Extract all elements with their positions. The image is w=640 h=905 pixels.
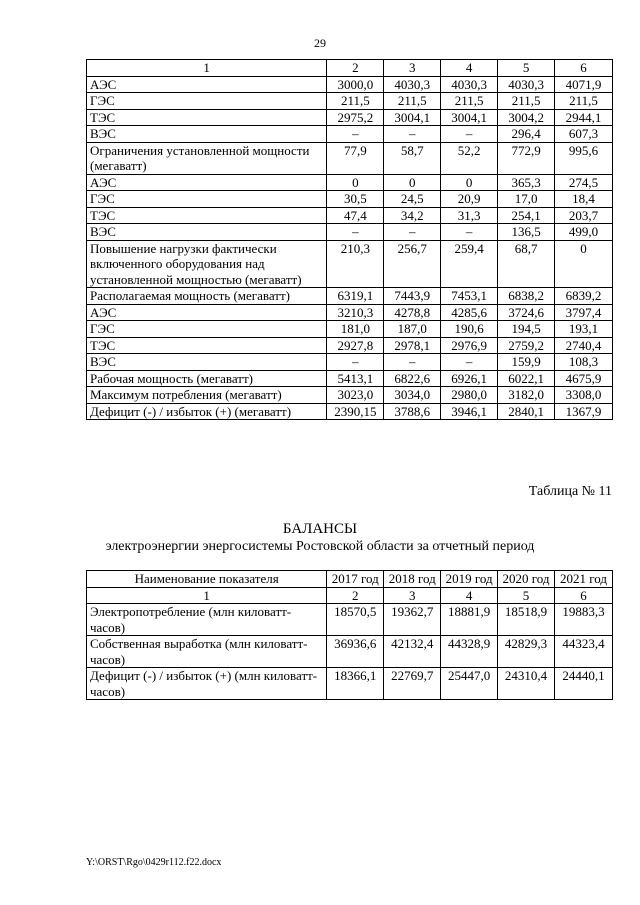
cell-value: 2975,2 xyxy=(327,109,384,126)
column-number-row xyxy=(87,587,613,604)
cell-value: 190,6 xyxy=(441,321,498,338)
cell-value: 2944,1 xyxy=(555,109,613,126)
cell-value: 2390,15 xyxy=(327,403,384,420)
cell-value: 3004,2 xyxy=(498,109,555,126)
table-row xyxy=(87,224,613,241)
row-label: ТЭС xyxy=(87,207,327,224)
cell-value: 1367,9 xyxy=(555,403,613,420)
table-row xyxy=(87,142,613,174)
cell-value: 3788,6 xyxy=(384,403,441,420)
cell-value: 36936,6 xyxy=(327,636,384,668)
column-header-name: Наименование показателя xyxy=(87,571,327,588)
cell-value: 7453,1 xyxy=(441,288,498,305)
power-balance-table xyxy=(86,59,613,420)
table-row xyxy=(87,321,613,338)
energy-balance-table xyxy=(86,570,613,700)
row-label: Располагаемая мощность (мегаватт) xyxy=(87,288,327,305)
cell-value: 3023,0 xyxy=(327,387,384,404)
row-label: ГЭС xyxy=(87,191,327,208)
cell-value: 19362,7 xyxy=(384,604,441,636)
column-number: 2 xyxy=(327,60,384,77)
column-number: 5 xyxy=(498,587,555,604)
cell-value: 4675,9 xyxy=(555,370,613,387)
cell-value: 18366,1 xyxy=(327,668,384,700)
cell-value: 3000,0 xyxy=(327,76,384,93)
table-row xyxy=(87,636,613,668)
cell-value: 3210,3 xyxy=(327,304,384,321)
cell-value: 108,3 xyxy=(555,354,613,371)
table-row xyxy=(87,370,613,387)
column-number: 4 xyxy=(441,60,498,77)
column-number: 1 xyxy=(87,587,327,604)
cell-value: 274,5 xyxy=(555,174,613,191)
column-number: 5 xyxy=(498,60,555,77)
column-number: 3 xyxy=(384,587,441,604)
column-header-year: 2021 год xyxy=(555,571,613,588)
cell-value: 6319,1 xyxy=(327,288,384,305)
cell-value: 499,0 xyxy=(555,224,613,241)
cell-value: 254,1 xyxy=(498,207,555,224)
cell-value: 18518,9 xyxy=(498,604,555,636)
table-row xyxy=(87,191,613,208)
column-header-year: 2020 год xyxy=(498,571,555,588)
cell-value: 3797,4 xyxy=(555,304,613,321)
table-row xyxy=(87,304,613,321)
table-header-row xyxy=(87,571,613,588)
table-row xyxy=(87,288,613,305)
table-row xyxy=(87,403,613,420)
cell-value: 193,1 xyxy=(555,321,613,338)
cell-value: 365,3 xyxy=(498,174,555,191)
table-caption: Таблица № 11 xyxy=(528,484,612,499)
cell-value: 4030,3 xyxy=(441,76,498,93)
cell-value: 24310,4 xyxy=(498,668,555,700)
cell-value: 77,9 xyxy=(327,142,384,174)
cell-value: 24,5 xyxy=(384,191,441,208)
cell-value: 203,7 xyxy=(555,207,613,224)
cell-value: 44323,4 xyxy=(555,636,613,668)
column-header-year: 2018 год xyxy=(384,571,441,588)
table-row xyxy=(87,126,613,143)
cell-value: – xyxy=(327,354,384,371)
cell-value: 6839,2 xyxy=(555,288,613,305)
cell-value: 181,0 xyxy=(327,321,384,338)
table-row xyxy=(87,207,613,224)
cell-value: 6926,1 xyxy=(441,370,498,387)
row-label: Повышение нагрузки фактически включенного оборудования над установленной мощностью (мегаватт) xyxy=(87,240,327,288)
cell-value: 4071,9 xyxy=(555,76,613,93)
cell-value: 42829,3 xyxy=(498,636,555,668)
cell-value: – xyxy=(384,224,441,241)
cell-value: 194,5 xyxy=(498,321,555,338)
cell-value: 3182,0 xyxy=(498,387,555,404)
cell-value: 18881,9 xyxy=(441,604,498,636)
cell-value: 3724,6 xyxy=(498,304,555,321)
column-header-year: 2017 год xyxy=(327,571,384,588)
row-label: ВЭС xyxy=(87,224,327,241)
cell-value: 211,5 xyxy=(327,93,384,110)
table-row xyxy=(87,93,613,110)
cell-value: 3004,1 xyxy=(384,109,441,126)
table-row xyxy=(87,354,613,371)
table-row xyxy=(87,604,613,636)
table-subtitle: электроэнергии энергосистемы Ростовской области за отчетный период xyxy=(105,539,535,554)
cell-value: 211,5 xyxy=(498,93,555,110)
row-label: Электропотребление (млн киловатт-часов) xyxy=(87,604,327,636)
table-row xyxy=(87,76,613,93)
table-header-row xyxy=(87,60,613,77)
column-number: 4 xyxy=(441,587,498,604)
cell-value: – xyxy=(384,126,441,143)
row-label: АЭС xyxy=(87,174,327,191)
column-number: 6 xyxy=(555,587,613,604)
cell-value: 24440,1 xyxy=(555,668,613,700)
row-label: Ограничения установленной мощности (мегаватт) xyxy=(87,142,327,174)
cell-value: 18,4 xyxy=(555,191,613,208)
cell-value: 19883,3 xyxy=(555,604,613,636)
row-label: ВЭС xyxy=(87,354,327,371)
cell-value: 296,4 xyxy=(498,126,555,143)
cell-value: 6822,6 xyxy=(384,370,441,387)
table-row xyxy=(87,668,613,700)
cell-value: 0 xyxy=(327,174,384,191)
row-label: ВЭС xyxy=(87,126,327,143)
cell-value: 68,7 xyxy=(498,240,555,288)
cell-value: – xyxy=(441,126,498,143)
row-label: Рабочая мощность (мегаватт) xyxy=(87,370,327,387)
column-header-year: 2019 год xyxy=(441,571,498,588)
cell-value: 136,5 xyxy=(498,224,555,241)
cell-value: 159,9 xyxy=(498,354,555,371)
column-number: 2 xyxy=(327,587,384,604)
cell-value: 2840,1 xyxy=(498,403,555,420)
cell-value: 3034,0 xyxy=(384,387,441,404)
cell-value: 5413,1 xyxy=(327,370,384,387)
cell-value: 17,0 xyxy=(498,191,555,208)
row-label: Максимум потребления (мегаватт) xyxy=(87,387,327,404)
cell-value: 3004,1 xyxy=(441,109,498,126)
cell-value: 47,4 xyxy=(327,207,384,224)
cell-value: 4285,6 xyxy=(441,304,498,321)
table-row xyxy=(87,337,613,354)
cell-value: 6022,1 xyxy=(498,370,555,387)
cell-value: 211,5 xyxy=(555,93,613,110)
table-title: БАЛАНСЫ xyxy=(282,521,358,537)
cell-value: 4030,3 xyxy=(384,76,441,93)
cell-value: 211,5 xyxy=(384,93,441,110)
cell-value: 0 xyxy=(384,174,441,191)
cell-value: 2976,9 xyxy=(441,337,498,354)
table-row xyxy=(87,174,613,191)
cell-value: 2927,8 xyxy=(327,337,384,354)
column-number: 6 xyxy=(555,60,613,77)
cell-value: 52,2 xyxy=(441,142,498,174)
table-row xyxy=(87,240,613,288)
cell-value: 4030,3 xyxy=(498,76,555,93)
cell-value: 2980,0 xyxy=(441,387,498,404)
cell-value: 18570,5 xyxy=(327,604,384,636)
cell-value: 3946,1 xyxy=(441,403,498,420)
row-label: АЭС xyxy=(87,304,327,321)
cell-value: 20,9 xyxy=(441,191,498,208)
cell-value: 34,2 xyxy=(384,207,441,224)
cell-value: – xyxy=(327,224,384,241)
row-label: АЭС xyxy=(87,76,327,93)
cell-value: 22769,7 xyxy=(384,668,441,700)
cell-value: 0 xyxy=(555,240,613,288)
cell-value: 0 xyxy=(441,174,498,191)
column-number: 1 xyxy=(87,60,327,77)
row-label: Дефицит (-) / избыток (+) (млн киловатт-часов) xyxy=(87,668,327,700)
page-number: 29 xyxy=(314,36,326,50)
cell-value: 31,3 xyxy=(441,207,498,224)
cell-value: 42132,4 xyxy=(384,636,441,668)
cell-value: 7443,9 xyxy=(384,288,441,305)
cell-value: 211,5 xyxy=(441,93,498,110)
cell-value: 58,7 xyxy=(384,142,441,174)
cell-value: 3308,0 xyxy=(555,387,613,404)
file-path-footer: Y:\ORST\Rgo\0429r112.f22.docx xyxy=(86,857,222,868)
cell-value: 772,9 xyxy=(498,142,555,174)
cell-value: 2740,4 xyxy=(555,337,613,354)
cell-value: 2759,2 xyxy=(498,337,555,354)
row-label: ГЭС xyxy=(87,321,327,338)
cell-value: 6838,2 xyxy=(498,288,555,305)
cell-value: – xyxy=(327,126,384,143)
cell-value: 25447,0 xyxy=(441,668,498,700)
cell-value: – xyxy=(441,224,498,241)
table-row xyxy=(87,387,613,404)
cell-value: 995,6 xyxy=(555,142,613,174)
row-label: Собственная выработка (млн киловатт-часов) xyxy=(87,636,327,668)
cell-value: 256,7 xyxy=(384,240,441,288)
row-label: ТЭС xyxy=(87,337,327,354)
cell-value: – xyxy=(384,354,441,371)
row-label: ТЭС xyxy=(87,109,327,126)
cell-value: 259,4 xyxy=(441,240,498,288)
cell-value: – xyxy=(441,354,498,371)
cell-value: 187,0 xyxy=(384,321,441,338)
cell-value: 4278,8 xyxy=(384,304,441,321)
column-number: 3 xyxy=(384,60,441,77)
row-label: Дефицит (-) / избыток (+) (мегаватт) xyxy=(87,403,327,420)
cell-value: 44328,9 xyxy=(441,636,498,668)
cell-value: 30,5 xyxy=(327,191,384,208)
table-row xyxy=(87,109,613,126)
cell-value: 210,3 xyxy=(327,240,384,288)
cell-value: 2978,1 xyxy=(384,337,441,354)
row-label: ГЭС xyxy=(87,93,327,110)
cell-value: 607,3 xyxy=(555,126,613,143)
